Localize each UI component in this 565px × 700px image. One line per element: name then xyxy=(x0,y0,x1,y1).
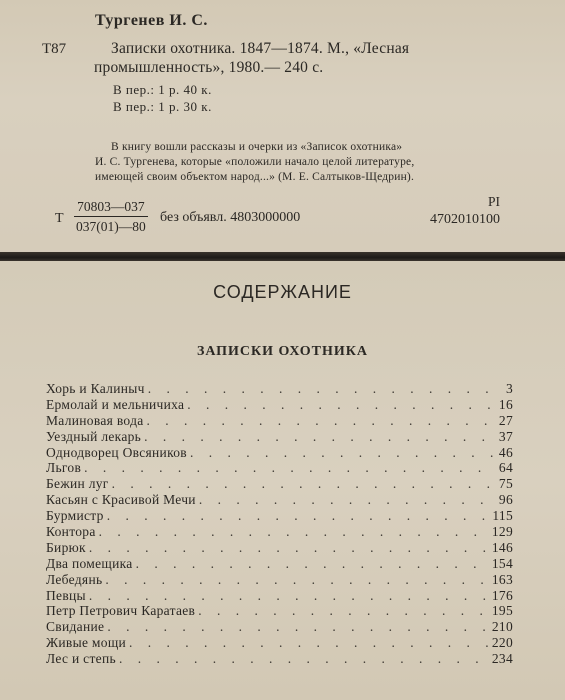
toc-item-page: 37 xyxy=(498,428,513,444)
toc-leader-dots xyxy=(148,381,503,397)
toc-item xyxy=(46,619,513,635)
toc-item-page: 210 xyxy=(491,619,513,635)
toc-leader-dots xyxy=(107,619,489,635)
toc-leader-dots xyxy=(147,413,496,429)
toc-item xyxy=(46,381,513,397)
toc-item xyxy=(46,413,513,429)
toc-leader-dots xyxy=(144,429,496,445)
toc-leader-dots xyxy=(190,445,496,461)
toc-item xyxy=(46,651,513,667)
toc-item-title: Свидание xyxy=(46,619,105,635)
annotation-line-1: В книгу вошли рассказы и очерки из «Записок охотника» xyxy=(111,141,403,153)
toc-item-page: 163 xyxy=(491,571,513,587)
toc-item-page: 115 xyxy=(492,508,513,524)
toc-item xyxy=(46,556,513,572)
toc-item-title: Бирюк xyxy=(46,539,86,555)
fraction-line xyxy=(74,216,148,217)
toc-item-page: 146 xyxy=(491,539,513,555)
toc-item-title: Лебедянь xyxy=(46,571,103,587)
toc-leader-dots xyxy=(99,524,489,540)
toc-item xyxy=(46,603,513,619)
toc-item xyxy=(46,397,513,413)
toc-item xyxy=(46,476,513,492)
toc-item-page: 3 xyxy=(505,381,513,396)
table-of-contents xyxy=(46,381,513,667)
class-number: 4702010100 xyxy=(430,212,500,227)
toc-item-title: Ермолай и мельничиха xyxy=(46,396,185,412)
toc-item-page: 27 xyxy=(498,412,513,428)
toc-leader-dots xyxy=(136,556,489,572)
toc-item-page: 46 xyxy=(498,444,513,460)
toc-item xyxy=(46,540,513,556)
toc-item xyxy=(46,429,513,445)
toc-leader-dots xyxy=(198,603,489,619)
toc-item-title: Уездный лекарь xyxy=(46,428,142,444)
toc-leader-dots xyxy=(84,460,496,476)
toc-item-page: 220 xyxy=(491,635,513,651)
toc-item-page: 176 xyxy=(491,587,513,603)
index-letter: Т xyxy=(55,211,64,226)
toc-item xyxy=(46,588,513,604)
class-code: PI xyxy=(488,194,501,209)
toc-item-title: Касьян с Красивой Мечи xyxy=(46,492,196,508)
annotation-line-2: И. С. Тургенева, которые «положили начало целой литературе, xyxy=(95,156,415,168)
toc-item-title: Льгов xyxy=(46,460,82,476)
toc-item-page: 75 xyxy=(498,476,513,492)
toc-item-title: Лес и степь xyxy=(46,651,116,667)
toc-leader-dots xyxy=(89,588,489,604)
toc-item-title: Однодворец Овсяников xyxy=(46,444,187,460)
toc-item-title: Петр Петрович Каратаев xyxy=(46,603,196,619)
toc-item-page: 16 xyxy=(498,396,513,412)
price-line-1: В пер.: 1 р. 40 к. xyxy=(113,82,212,97)
toc-item xyxy=(46,524,513,540)
toc-item-title: Певцы xyxy=(46,587,86,603)
toc-item-page: 96 xyxy=(498,492,513,508)
annotation-line-3: имеющей своим объектом народ...» (М. Е. Салтыков-Щедрин). xyxy=(95,171,415,183)
toc-item-page: 154 xyxy=(491,555,513,571)
toc-leader-dots xyxy=(112,476,496,492)
toc-leader-dots xyxy=(199,492,496,508)
toc-item xyxy=(46,445,513,461)
catalog-card-page xyxy=(0,0,565,252)
page-divider xyxy=(0,252,565,261)
fraction-denominator: 037(01)—80 xyxy=(76,219,146,234)
toc-item xyxy=(46,635,513,651)
toc-item-page: 195 xyxy=(491,603,513,619)
book-title-line-2: промышленность», 1980.— 240 с. xyxy=(94,59,324,76)
toc-leader-dots xyxy=(129,635,489,651)
toc-item-title: Бурмистр xyxy=(46,508,104,524)
price-line-2: В пер.: 1 р. 30 к. xyxy=(113,99,212,114)
toc-item xyxy=(46,508,513,524)
toc-item xyxy=(46,460,513,476)
index-fraction xyxy=(74,199,148,235)
toc-item-title: Бежин луг xyxy=(46,476,109,492)
toc-item-title: Живые мощи xyxy=(46,635,127,651)
toc-item-title: Два помещика xyxy=(46,555,133,571)
contents-heading: СОДЕРЖАНИЕ xyxy=(213,282,352,302)
toc-item-title: Контора xyxy=(46,524,96,540)
toc-leader-dots xyxy=(187,397,496,413)
toc-leader-dots xyxy=(89,540,489,556)
toc-item-page: 234 xyxy=(491,651,513,667)
toc-item-title: Хорь и Калиныч xyxy=(46,381,145,396)
section-heading: ЗАПИСКИ ОХОТНИКА xyxy=(196,344,369,359)
toc-leader-dots xyxy=(119,651,489,667)
catalog-code: Т87 xyxy=(42,41,67,57)
toc-item-page: 64 xyxy=(498,460,513,476)
toc-leader-dots xyxy=(105,572,488,588)
free-text: без объявл. 4803000000 xyxy=(160,210,301,225)
book-title-line-1: Записки охотника. 1847—1874. М., «Лесная xyxy=(111,40,410,57)
toc-item xyxy=(46,492,513,508)
toc-leader-dots xyxy=(107,508,490,524)
fraction-numerator: 70803—037 xyxy=(77,199,145,214)
author-name: Тургенев И. С. xyxy=(95,12,208,29)
toc-item-page: 129 xyxy=(491,524,513,540)
toc-item-title: Малиновая вода xyxy=(46,412,144,428)
toc-item xyxy=(46,572,513,588)
